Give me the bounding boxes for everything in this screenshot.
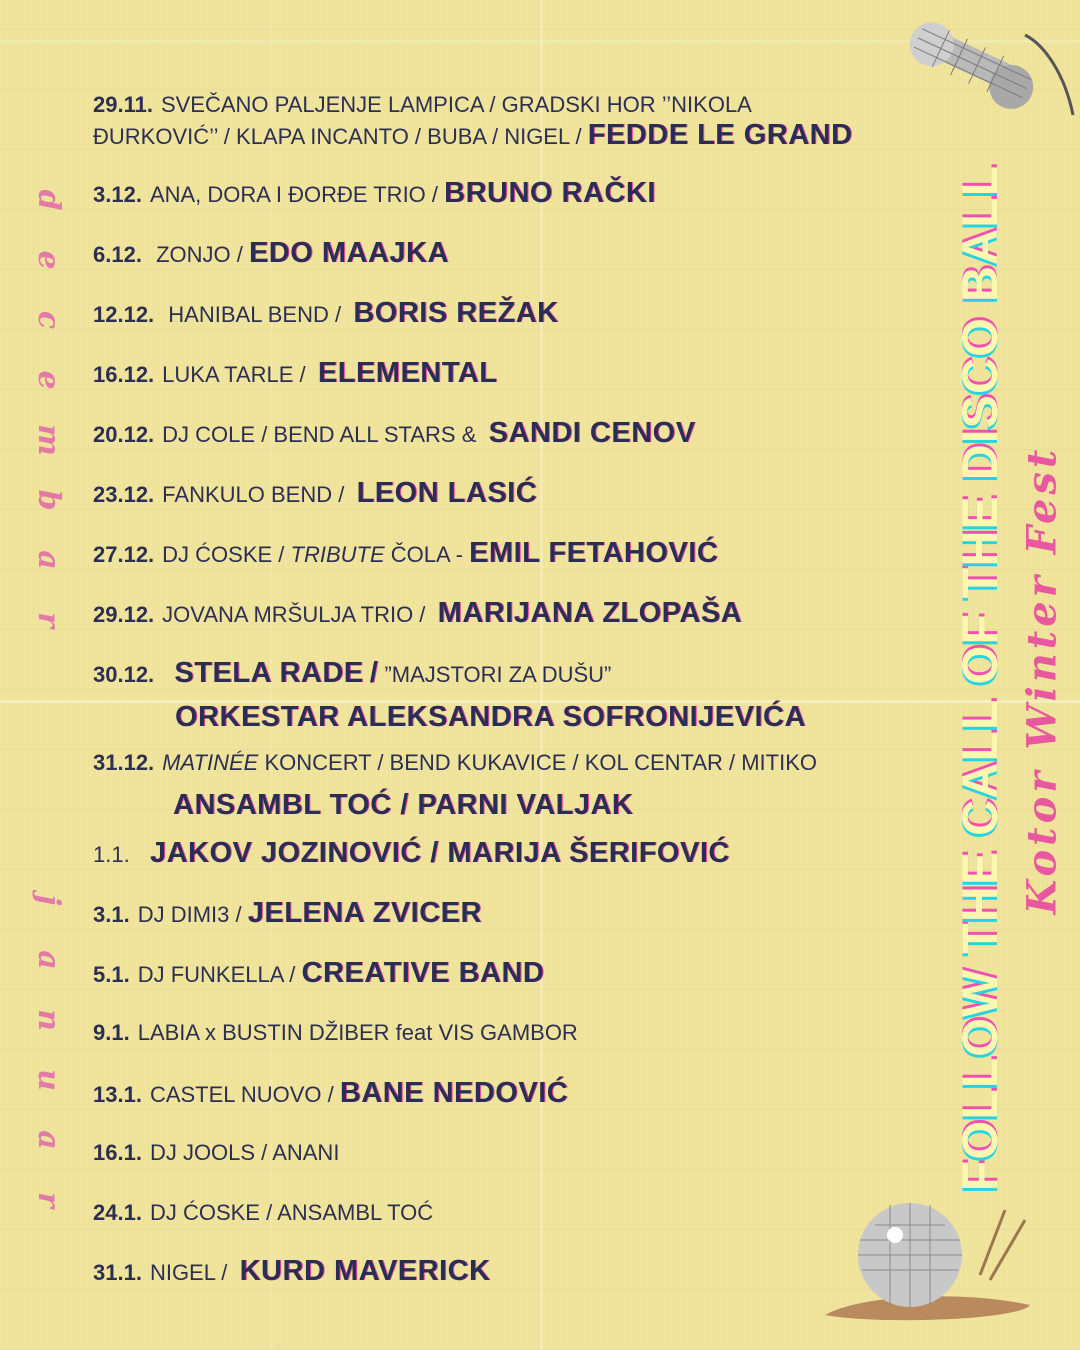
event-row: 27.12. DJ ĆOSKE / TRIBUTE ČOLA - EMIL FETAHOVIĆ	[93, 537, 719, 569]
event-row: 1.1. JAKOV JOZINOVIĆ / MARIJA ŠERIFOVIĆ	[93, 837, 730, 869]
event-row-continued: ANSAMBL TOĆ / PARNI VALJAK	[173, 789, 634, 821]
event-row: 6.12. ZONJO / EDO MAAJKA	[93, 237, 449, 269]
event-row: 29.12. JOVANA MRŠULJA TRIO / MARIJANA ZLOPAŠA	[93, 597, 743, 629]
event-row: 29.11. SVEČANO PALJENJE LAMPICA / GRADSKI HOR ’’NIKOLA	[93, 92, 752, 117]
side-subtitle: Kotor Winter Fest	[1018, 445, 1066, 915]
event-row: 16.12. LUKA TARLE / ELEMENTAL	[93, 357, 498, 389]
event-row: 12.12. HANIBAL BEND / BORIS REŽAK	[93, 297, 559, 329]
event-row: 13.1. CASTEL NUOVO / BANE NEDOVIĆ	[93, 1077, 569, 1109]
month-label-december: d e c e m b a r	[31, 189, 66, 628]
event-row-continued: ĐURKOVIĆ’’ / KLAPA INCANTO / BUBA / NIGEL / FEDDE LE GRAND	[93, 119, 853, 151]
side-title: FOLLOW THE CALL OF THE DISCO BALL	[952, 164, 1008, 1191]
month-label-january: j a n u a r	[31, 894, 66, 1208]
event-row: 30.12. STELA RADE / ”MAJSTORI ZA DUŠU”	[93, 657, 612, 689]
event-row: 31.12. MATINÉE KONCERT / BEND KUKAVICE / KOL CENTAR / MITIKO	[93, 750, 817, 775]
event-row: 3.1. DJ DIMI3 / JELENA ZVICER	[93, 897, 482, 929]
event-row: 23.12. FANKULO BEND / LEON LASIĆ	[93, 477, 538, 509]
event-row-continued: ORKESTAR ALEKSANDRA SOFRONIJEVIĆA	[175, 701, 806, 733]
event-row: 3.12. ANA, DORA I ĐORĐE TRIO / BRUNO RAČKI	[93, 177, 656, 209]
event-row: 9.1. LABIA x BUSTIN DŽIBER feat VIS GAMBOR	[93, 1020, 578, 1045]
event-row: 5.1. DJ FUNKELLA / CREATIVE BAND	[93, 957, 545, 989]
event-row: 20.12. DJ COLE / BEND ALL STARS & SANDI CENOV	[93, 417, 696, 449]
event-row: 16.1. DJ JOOLS / ANANI	[93, 1140, 340, 1165]
event-row: 31.1. NIGEL / KURD MAVERICK	[93, 1255, 491, 1287]
event-row: 24.1. DJ ĆOSKE / ANSAMBL TOĆ	[93, 1200, 434, 1225]
